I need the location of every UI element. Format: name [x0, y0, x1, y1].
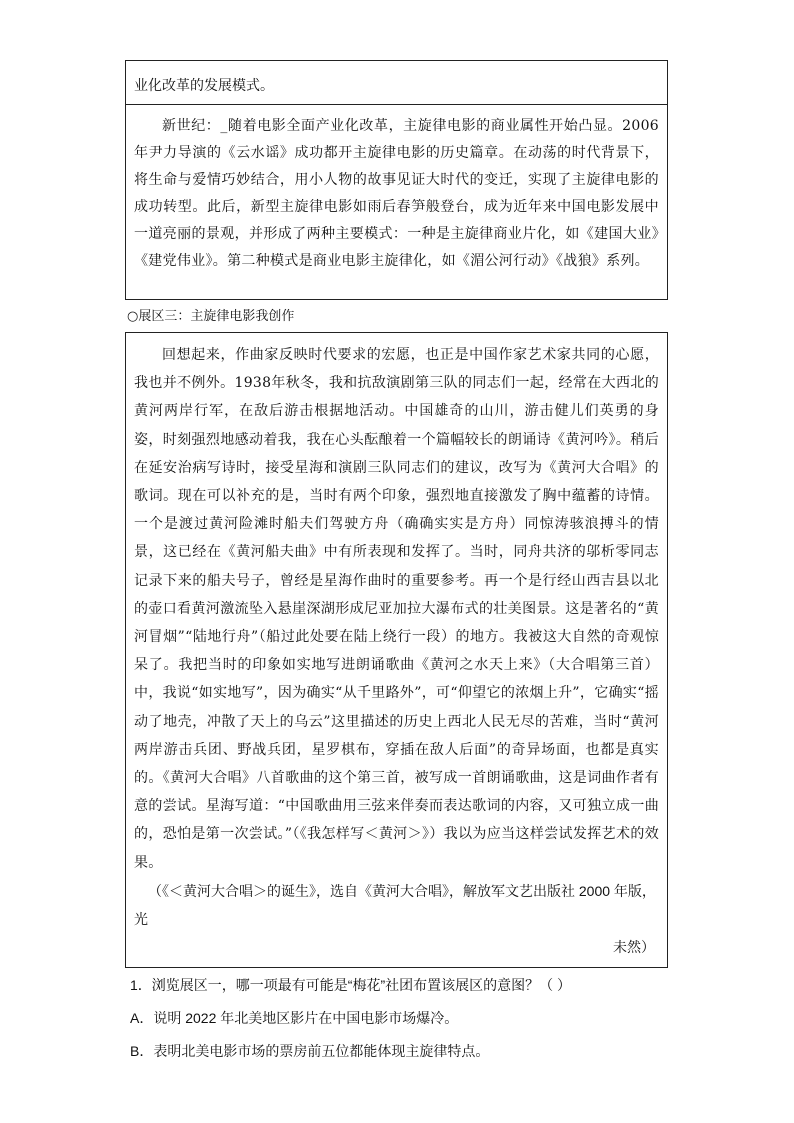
source-citation: （《＜黄河大合唱＞的诞生》，选自《黄河大合唱》，解放军文艺出版社 2000 年版，光: [134, 882, 656, 927]
yellow-river-paragraph: 回想起来，作曲家反映时代要求的宏愿，也正是中国作家艺术家共同的心愿，我也并不例外。1938年秋冬，我和抗敌演剧第三队的同志们一起，经常在大西北的黄河两岸行军，在敌后游击根据地活动。中国雄奇的山川，游击健儿们英勇的身姿，时刻强烈地感动着我，我在心头酝酿着一个篇幅较长的朗诵诗《黄河吟》。稍后在延安治病写诗时，接受星海和演剧三队同志们的建议，改写为《黄河大合唱》的歌词。现在可以补充的是，当时有两个印象，强烈地直接激发了胸中蕴蓄的诗情。一个是渡过黄河险滩时船夫们驾驶方舟（确确实实是方舟）同惊涛骇浪搏斗的情景，这已经在《黄河船夫曲》中有所表现和发挥了。当时，同舟共济的邬析零同志记录下来的船夫号子，曾经是星海作曲时的重要参考。再一个是行经山西吉县以北的壶口看黄河激流坠入悬崖深湖形成尼亚加拉大瀑布式的壮美图景。这是著名的“黄河冒烟”“陆地行舟”（船过此处要在陆上绕行一段）的地方。我被这大自然的奇观惊呆了。我把当时的印象如实地写进朗诵歌曲《黄河之水天上来》（大合唱第三首）中，我说“如实地写”，因为确实“从千里路外”，可“仰望它的浓烟上升”，它确实“摇动了地壳，冲散了天上的乌云”这里描述的历史上西北人民无尽的苦难，当时“黄河两岸游击兵团、野战兵团，星罗棋布，穿插在敌人后面”的奇异场面，也都是真实的。《黄河大合唱》八首歌曲的这个第三首，被写成一首朗诵歌曲，这是词曲作者有意的尝试。星海写道：“中国歌曲用三弦来伴奏而表达歌词的内容，又可独立成一曲的，恐怕是第一次尝试。”（《我怎样写＜黄河＞》）我以为应当这样尝试发挥艺术的效果。: [134, 347, 659, 871]
option-a: A．说明 2022 年北美地区影片在中国电影市场爆冷。: [130, 1010, 459, 1026]
question-one: 1．浏览展区一，哪一项最有可能是“梅花”社团布置该展区的意图？（ ）: [130, 977, 571, 993]
source-citation-author: 未然）: [613, 938, 655, 955]
new-century-paragraph: 新世纪：_随着电影全面产业化改革，主旋律电影的商业属性开始凸显。2006年尹力导演的《云水谣》成功都开主旋律电影的历史篇章。在动荡的时代背景下，将生命与爱情巧妙结合，用小人物的故事见证大时代的变迁，实现了主旋律电影的成功转型。此后，新型主旋律电影如雨后春笋般登台，成为近年来中国电影发展中一道亮丽的景观，并形成了两种主要模式：一种是主旋律商业片化，如《建国大业》《建党伟业》。第二种模式是商业电影主旋律化，如《湄公河行动》《战狼》系列。: [134, 118, 659, 269]
exhibit-text-box-three: [125, 332, 668, 968]
exhibit-text-box-two: [125, 60, 668, 300]
box-top-line: 业化改革的发展模式。: [126, 61, 667, 105]
section-three-label: ○展区三：主旋律电影我创作: [127, 309, 295, 324]
option-b: B．表明北美电影市场的票房前五位都能体现主旋律特点。: [130, 1043, 490, 1059]
